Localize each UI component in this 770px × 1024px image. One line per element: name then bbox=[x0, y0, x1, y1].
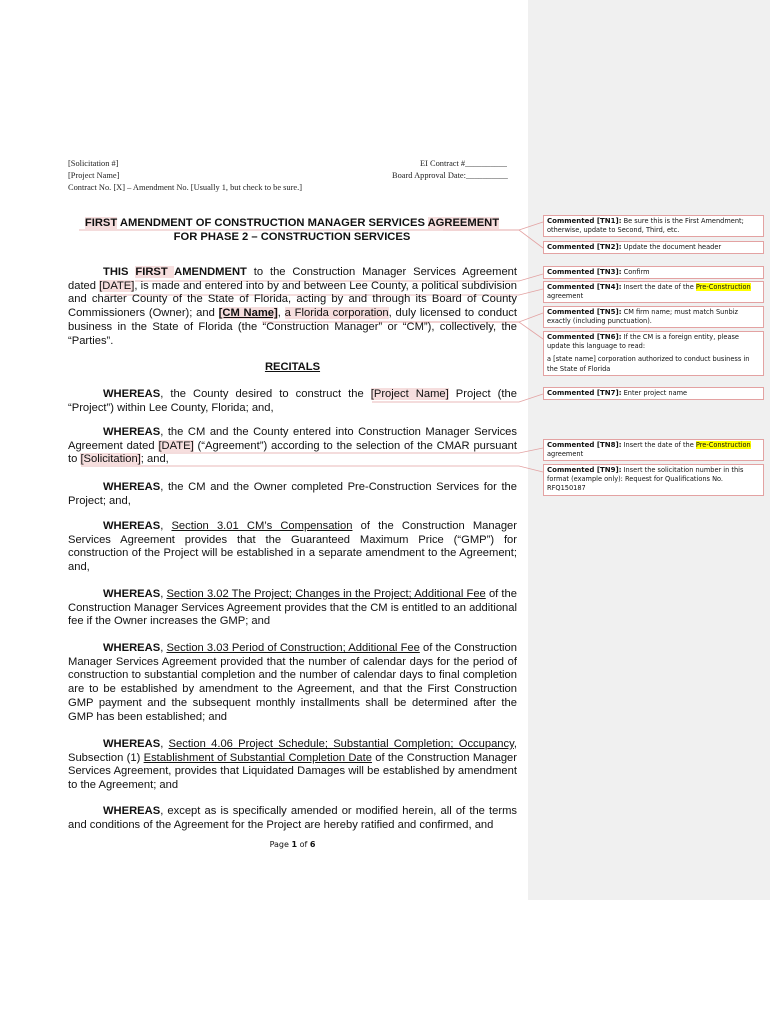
comment-tn1[interactable] bbox=[543, 215, 764, 237]
page-number-mid: of bbox=[297, 840, 310, 849]
comment-tn9[interactable] bbox=[543, 464, 764, 496]
p5-section: Section 3.02 The Project; Changes in the Project; Additional Fee bbox=[166, 588, 486, 600]
page-number bbox=[68, 840, 517, 849]
comment-id: [TN7]: bbox=[596, 389, 622, 397]
whereas-label: WHEREAS bbox=[103, 805, 161, 817]
comment-label: Commented bbox=[547, 308, 595, 316]
comment-label: Commented bbox=[547, 268, 595, 276]
title-middle: AMENDMENT OF CONSTRUCTION MANAGER SERVICES bbox=[117, 217, 428, 229]
comment-id: [TN1]: bbox=[596, 217, 622, 225]
comment-id: [TN4]: bbox=[596, 283, 622, 291]
comment-text: Insert the solicitation number in this format (example only): Request for Qualifications No. RFQ150187 bbox=[547, 466, 744, 493]
comment-label: Commented bbox=[547, 243, 595, 251]
intro-text-3: , bbox=[277, 307, 285, 320]
intro-first: FIRST bbox=[135, 266, 175, 278]
p4-text-1: , bbox=[160, 520, 172, 532]
intro-paragraph bbox=[68, 266, 517, 348]
intro-text-1: to the Construction Manager Services Agreement dated bbox=[68, 266, 517, 292]
intro-date: [DATE] bbox=[99, 279, 135, 292]
intro-amendment: AMENDMENT bbox=[174, 266, 247, 278]
intro-this: THIS bbox=[103, 266, 136, 278]
header-board-approval: Board Approval Date:__________ bbox=[392, 171, 508, 180]
comment-label: Commented bbox=[547, 466, 595, 474]
p6-text-1: , bbox=[160, 642, 167, 654]
whereas-label: WHEREAS bbox=[103, 481, 161, 493]
p6-section: Section 3.03 Period of Construction; Additional Fee bbox=[166, 642, 420, 654]
header-project-name: [Project Name] bbox=[68, 171, 120, 180]
p2-text-3: ; and, bbox=[140, 453, 169, 466]
p8-text-1: , except as is specifically amended or modified herein, all of the terms and conditions of the Agreement for the Project are hereby ratified and confirmed, and bbox=[68, 805, 517, 831]
comment-text: Insert the date of the bbox=[621, 283, 696, 291]
p7-subsection: Establishment of Substantial Completion Date bbox=[143, 751, 372, 764]
comment-id: [TN8]: bbox=[596, 441, 622, 449]
p1-text-2: Project (the “Project”) within Lee County, Florida; and, bbox=[68, 388, 517, 414]
whereas-paragraph-4 bbox=[68, 520, 517, 575]
whereas-paragraph-3 bbox=[68, 481, 517, 508]
document-subtitle: FOR PHASE 2 – CONSTRUCTION SERVICES bbox=[173, 231, 411, 243]
intro-text-2: , is made and entered into by and between Lee County, a political subdivision and charter County of the State of Florida, acting by and through its Board of County Commissioners (Owner); and bbox=[68, 279, 517, 320]
intro-cm-name: [CM Name] bbox=[218, 307, 278, 320]
p7-text-3: of the Construction Manager Services Agreement, provides that Liquidated Damages will be established by amendment to the Agreement; and bbox=[68, 751, 518, 792]
comment-tn6[interactable] bbox=[543, 331, 764, 376]
comment-id: [TN6]: bbox=[596, 333, 622, 341]
comment-tn3[interactable] bbox=[543, 266, 764, 279]
p7-text-2: , Subsection (1) bbox=[68, 738, 517, 764]
whereas-paragraph-7 bbox=[68, 738, 517, 793]
page-number-total: 6 bbox=[309, 840, 316, 849]
comment-id: [TN2]: bbox=[596, 243, 622, 251]
page-number-current: 1 bbox=[291, 840, 298, 849]
comment-text-2: agreement bbox=[547, 450, 584, 459]
comment-id: [TN3]: bbox=[596, 268, 622, 276]
whereas-label: WHEREAS bbox=[103, 388, 161, 400]
comment-label: Commented bbox=[547, 283, 595, 291]
comment-tn7[interactable] bbox=[543, 387, 764, 400]
comment-label: Commented bbox=[547, 217, 595, 225]
p2-solicitation: [Solicitation] bbox=[80, 453, 141, 466]
title-first: FIRST bbox=[84, 217, 118, 229]
comment-text-2: agreement bbox=[547, 292, 584, 301]
header-solicitation: [Solicitation #] bbox=[68, 159, 119, 168]
whereas-label: WHEREAS bbox=[103, 738, 161, 750]
title-agreement: AGREEMENT bbox=[427, 217, 500, 229]
comment-tn5[interactable] bbox=[543, 306, 764, 328]
whereas-label: WHEREAS bbox=[103, 426, 161, 438]
comment-text: Be sure this is the First Amendment; otherwise, update to Second, Third, etc. bbox=[547, 217, 744, 235]
page-number-prefix: Page bbox=[269, 840, 292, 849]
p2-text-2: (“Agreement”) according to the selection of the CMAR pursuant to bbox=[68, 439, 517, 466]
whereas-paragraph-8 bbox=[68, 805, 517, 832]
p2-text-1: , the CM and the County entered into Construction Manager Services Agreement dated bbox=[68, 426, 517, 452]
comment-label: Commented bbox=[547, 441, 595, 449]
comment-id: [TN5]: bbox=[596, 308, 622, 316]
comment-label: Commented bbox=[547, 389, 595, 397]
whereas-label: WHEREAS bbox=[103, 588, 161, 600]
whereas-paragraph-1 bbox=[68, 388, 517, 415]
whereas-label: WHEREAS bbox=[103, 642, 161, 654]
comment-text-2: a [state name] corporation authorized to conduct business in the State of Florida bbox=[547, 355, 750, 373]
header-contract-no: Contract No. [X] – Amendment No. [Usually 1, but check to be sure.] bbox=[68, 183, 302, 192]
intro-corp: a Florida corporation bbox=[284, 307, 389, 320]
comment-id: [TN9]: bbox=[596, 466, 622, 474]
p6-text-2: of the Construction Manager Services Agreement provided that the number of calendar days for the period of construction to substantial completion and the number of calendar days to final completion are to be established by amendment to the Agreement, and that the First Construction GMP payment and the subsequent monthly installments shall be determined after the GMP has been established; and bbox=[68, 642, 517, 723]
comment-text: Confirm bbox=[621, 268, 650, 276]
comment-tn4[interactable] bbox=[543, 281, 764, 303]
p5-text-2: of the Construction Manager Services Agreement provides that the CM is entitled to an additional fee if the Owner increases the GMP; and bbox=[68, 588, 517, 628]
p1-text-1: , the County desired to construct the bbox=[160, 388, 371, 400]
whereas-label: WHEREAS bbox=[103, 520, 161, 532]
p4-text-2: of the Construction Manager Services Agreement provides that the Guaranteed Maximum Price (“GMP”) for construction of the Project will be established in a separate amendment to the Agreement; and, bbox=[68, 520, 517, 574]
p5-text-1: , bbox=[160, 588, 167, 600]
p2-date: [DATE] bbox=[158, 439, 194, 452]
whereas-paragraph-2 bbox=[68, 426, 517, 467]
p1-project-name: [Project Name] bbox=[370, 388, 449, 400]
document-title bbox=[68, 216, 516, 230]
whereas-paragraph-5 bbox=[68, 588, 517, 629]
header-ei-contract: EI Contract #__________ bbox=[420, 159, 507, 168]
comment-text: CM firm name; must match Sunbiz exactly (including punctuation). bbox=[547, 308, 738, 326]
comment-text: Insert the date of the bbox=[621, 441, 696, 449]
p4-section: Section 3.01 CM’s Compensation bbox=[171, 520, 353, 532]
intro-text-4: , duly licensed to conduct business in the State of Florida (the “Construction Manager” or “CM”), collectively, the “Parties”. bbox=[68, 307, 518, 347]
whereas-paragraph-6 bbox=[68, 642, 517, 724]
comment-tn2[interactable] bbox=[543, 241, 764, 254]
comment-text: If the CM is a foreign entity, please update this language to read: bbox=[547, 333, 739, 351]
comment-text: Enter project name bbox=[621, 389, 688, 397]
comment-highlight: Pre-Construction bbox=[695, 283, 751, 291]
comment-label: Commented bbox=[547, 333, 595, 341]
p7-text-1: , bbox=[160, 738, 169, 750]
comment-highlight: Pre-Construction bbox=[695, 441, 751, 449]
comment-text: Update the document header bbox=[621, 243, 722, 251]
p7-section: Section 4.06 Project Schedule; Substantial Completion; Occupancy bbox=[168, 738, 514, 750]
p3-text-1: , the CM and the Owner completed Pre-Construction Services for the Project; and, bbox=[68, 481, 517, 507]
recitals-heading: RECITALS bbox=[264, 361, 321, 373]
comment-tn8[interactable] bbox=[543, 439, 764, 461]
